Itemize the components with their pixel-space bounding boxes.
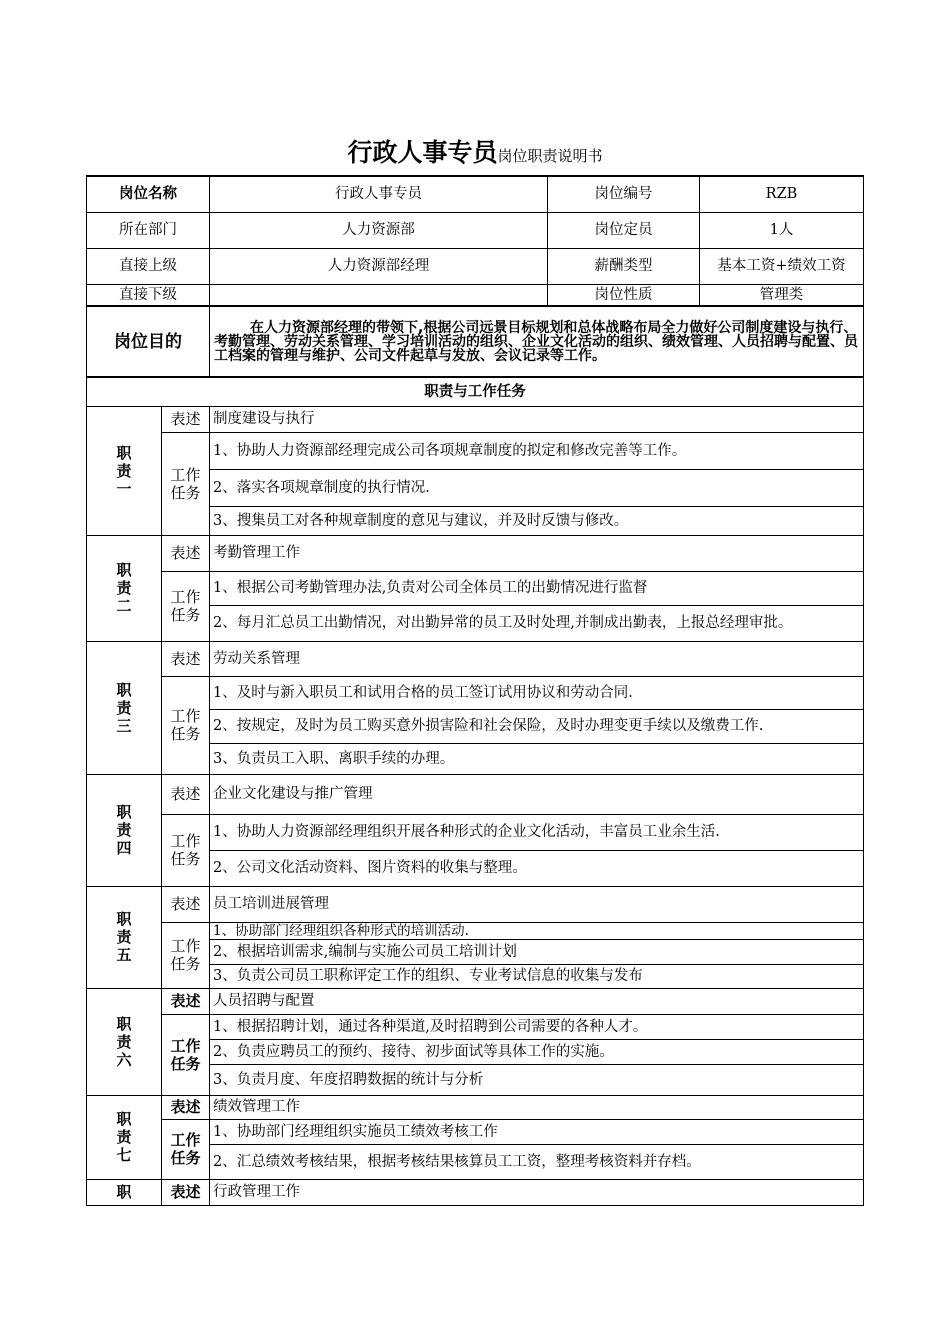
- desc-label: 表述: [162, 1095, 210, 1119]
- duty-name: 职责二: [87, 535, 162, 641]
- task-row: [87, 676, 864, 709]
- job-description-table: [86, 175, 864, 1206]
- info-label: 岗位编号: [548, 176, 700, 212]
- task-label: 工作任务: [162, 571, 210, 641]
- info-row: [87, 284, 864, 306]
- duty-desc: 行政管理工作: [210, 1179, 864, 1205]
- title-main: 行政人事专员: [347, 138, 498, 167]
- task-item: 2、根据培训需求,编制与实施公司员工培训计划: [210, 939, 864, 964]
- task-label: 工作任务: [162, 814, 210, 886]
- task-item: 2、每月汇总员工出勤情况，对出勤异常的员工及时处理,并制成出勤表，上报总经理审批。: [210, 605, 864, 641]
- duty-name: 职责三: [87, 641, 162, 774]
- info-label: 所在部门: [87, 212, 210, 248]
- task-row: [87, 1119, 864, 1144]
- task-item: 2、落实各项规章制度的执行情况.: [210, 469, 864, 506]
- task-item: 1、根据招聘计划，通过各种渠道,及时招聘到公司需要的各种人才。: [210, 1014, 864, 1039]
- duty-desc: 制度建设与执行: [210, 406, 864, 432]
- duty-desc: 绩效管理工作: [210, 1095, 864, 1119]
- title-sub: 岗位职责说明书: [497, 147, 603, 165]
- section-title-row: [87, 377, 864, 406]
- section-title: 职责与工作任务: [87, 377, 864, 406]
- task-item: 2、负责应聘员工的预约、接待、初步面试等具体工作的实施。: [210, 1039, 864, 1064]
- task-item: 1、协助人力资源部经理完成公司各项规章制度的拟定和修改完善等工作。: [210, 432, 864, 469]
- task-label: 工作任务: [162, 432, 210, 535]
- info-value: 管理类: [700, 284, 864, 306]
- duty-desc: 考勤管理工作: [210, 535, 864, 571]
- info-row: [87, 212, 864, 248]
- task-row: [87, 922, 864, 939]
- info-label: 薪酬类型: [548, 248, 700, 284]
- task-item: 1、协助部门经理组织实施员工绩效考核工作: [210, 1119, 864, 1144]
- duty-row: [87, 406, 864, 432]
- info-value: RZB: [700, 176, 864, 212]
- desc-label: 表述: [162, 406, 210, 432]
- duty-row: [87, 886, 864, 922]
- task-item: 2、汇总绩效考核结果，根据考核结果核算员工工资，整理考核资料并存档。: [210, 1144, 864, 1179]
- duty-name: 职责一: [87, 406, 162, 535]
- task-row: [87, 1014, 864, 1039]
- task-item: 1、根据公司考勤管理办法,负责对公司全体员工的出勤情况进行监督: [210, 571, 864, 605]
- desc-label: 表述: [162, 988, 210, 1014]
- duty-row: [87, 1095, 864, 1119]
- duty-desc: 人员招聘与配置: [210, 988, 864, 1014]
- info-value: [210, 284, 548, 306]
- desc-label: 表述: [162, 1179, 210, 1205]
- duty-desc: 企业文化建设与推广管理: [210, 774, 864, 814]
- task-label: 工作任务: [162, 922, 210, 988]
- task-item: 1、协助人力资源部经理组织开展各种形式的企业文化活动，丰富员工业余生活.: [210, 814, 864, 850]
- duty-row: [87, 535, 864, 571]
- duty-row: [87, 774, 864, 814]
- duty-name: 职责七: [87, 1095, 162, 1179]
- task-item: 3、负责公司员工职称评定工作的组织、专业考试信息的收集与发布: [210, 964, 864, 988]
- task-item: 1、协助部门经理组织各种形式的培训活动.: [210, 922, 864, 939]
- desc-label: 表述: [162, 886, 210, 922]
- desc-label: 表述: [162, 641, 210, 676]
- duty-name: 职责六: [87, 988, 162, 1095]
- task-label: 工作任务: [162, 676, 210, 774]
- purpose-label: 岗位目的: [87, 306, 210, 377]
- task-item: 3、负责月度、年度招聘数据的统计与分析: [210, 1064, 864, 1095]
- info-value: 基本工资+绩效工资: [700, 248, 864, 284]
- document-title: [0, 133, 950, 169]
- info-value: 行政人事专员: [210, 176, 548, 212]
- info-value: 1人: [700, 212, 864, 248]
- purpose-text: 在人力资源部经理的带领下,根据公司远景目标规划和总体战略布局全力做好公司制度建设与执行、考勤管理、劳动关系管理、学习培训活动的组织、企业文化活动的组织、绩效管理、人员招聘与配置、员工档案的管理与维护、公司文件起草与发放、会议记录等工作。: [210, 306, 864, 377]
- info-value: 人力资源部经理: [210, 248, 548, 284]
- duty-name: 职责五: [87, 886, 162, 988]
- info-label: 岗位性质: [548, 284, 700, 306]
- purpose-row: [87, 306, 864, 377]
- task-label: 工作任务: [162, 1014, 210, 1095]
- duty-row: [87, 641, 864, 676]
- duty-name: 职: [87, 1179, 162, 1205]
- duty-row: [87, 1179, 864, 1205]
- info-label: 岗位定员: [548, 212, 700, 248]
- task-item: 3、搜集员工对各种规章制度的意见与建议，并及时反馈与修改。: [210, 506, 864, 535]
- task-row: [87, 814, 864, 850]
- task-item: 2、按规定，及时为员工购买意外损害险和社会保险，及时办理变更手续以及缴费工作.: [210, 709, 864, 743]
- info-label: 岗位名称: [87, 176, 210, 212]
- task-row: [87, 571, 864, 605]
- duty-row: [87, 988, 864, 1014]
- info-label: 直接上级: [87, 248, 210, 284]
- task-item: 3、负责员工入职、离职手续的办理。: [210, 743, 864, 774]
- info-row: [87, 248, 864, 284]
- task-item: 1、及时与新入职员工和试用合格的员工签订试用协议和劳动合同.: [210, 676, 864, 709]
- info-value: 人力资源部: [210, 212, 548, 248]
- info-label: 直接下级: [87, 284, 210, 306]
- duty-name: 职责四: [87, 774, 162, 886]
- task-row: [87, 432, 864, 469]
- task-label: 工作任务: [162, 1119, 210, 1179]
- duty-desc: 劳动关系管理: [210, 641, 864, 676]
- task-item: 2、公司文化活动资料、图片资料的收集与整理。: [210, 850, 864, 886]
- desc-label: 表述: [162, 774, 210, 814]
- desc-label: 表述: [162, 535, 210, 571]
- info-row: [87, 176, 864, 212]
- duty-desc: 员工培训进展管理: [210, 886, 864, 922]
